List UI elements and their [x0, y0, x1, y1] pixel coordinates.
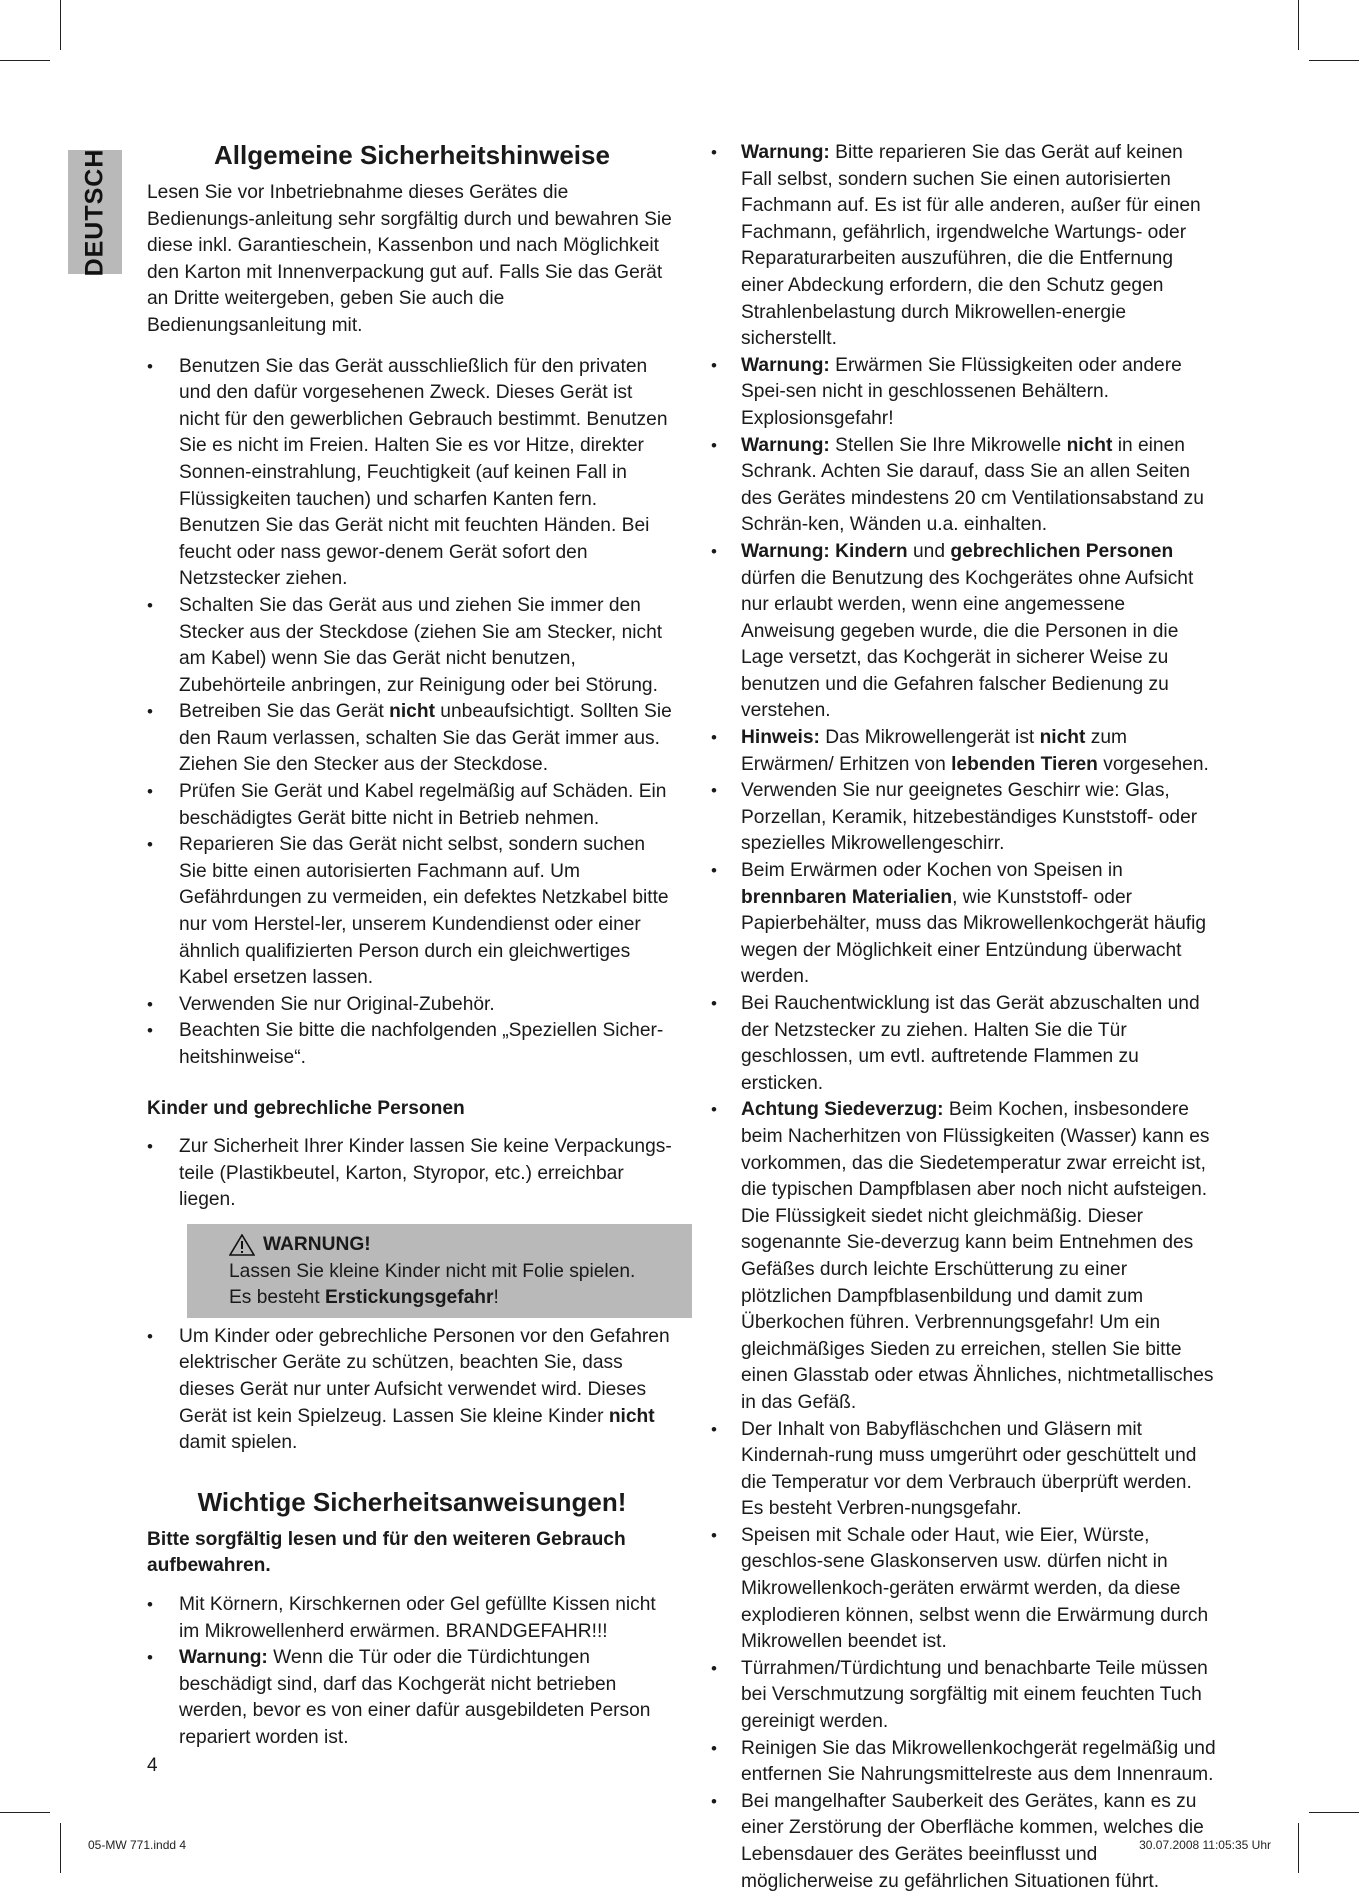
list-item: • Benutzen Sie das Gerät ausschließlich für den privaten und den dafür vorgesehenen Zweck. Dieses Gerät ist nicht für den gewerblichen Gebrauch bestimmt. Benutzen Sie es nicht im Freien. Halten Sie es vor Hitze, direkter Sonnen-einstrahlung, Feuchtigkeit (auf keinen Fall in Flüssigkeiten tauchen) und scharfen Kanten fern. Benutzen Sie das Gerät nicht mit feuchten Händen. Bei feucht oder nass gewor-denem Gerät sofort den Netzstecker ziehen. [147, 354, 677, 593]
list-item: • Warnung: Stellen Sie Ihre Mikrowelle nicht in einen Schrank. Achten Sie darauf, dass Sie an allen Seiten des Gerätes mindestens 20 cm Ventilationsabstand zu Schrän-ken, Wänden u.a. einhalten. [711, 433, 1217, 539]
important-safety-list [147, 1592, 677, 1752]
section-title-important-safety: Wichtige Sicherheitsanweisungen! [197, 1486, 627, 1517]
list-item: • Bei Rauchentwicklung ist das Gerät abzuschalten und der Netzstecker zu ziehen. Halten Sie die Tür geschlossen, um evtl. auftretende Flammen zu ersticken. [711, 991, 1217, 1097]
list-item: • Prüfen Sie Gerät und Kabel regelmäßig auf Schäden. Ein beschädigtes Gerät bitte nicht in Betrieb nehmen. [147, 779, 677, 832]
microwave-safety-list [711, 140, 1217, 1895]
list-item: • Verwenden Sie nur Original-Zubehör. [147, 992, 677, 1019]
intro-paragraph: Lesen Sie vor Inbetriebnahme dieses Gerätes die Bedienungs-anleitung sehr sorgfältig durch und bewahren Sie diese inkl. Garantieschein, Kassenbon und nach Möglichkeit den Karton mit Innenverpackung gut auf. Falls Sie das Gerät an Dritte weitergeben, geben Sie auch die Bedienungsanleitung mit. [147, 182, 672, 336]
crop-mark-top-right-v [1298, 0, 1299, 50]
language-tab-label: DEUTSCH [80, 148, 109, 276]
crop-mark-top-left-v [60, 0, 61, 50]
list-item: • Betreiben Sie das Gerät nicht unbeaufsichtigt. Sollten Sie den Raum verlassen, schalten Sie das Gerät immer aus. Ziehen Sie den Stecker aus der Steckdose. [147, 699, 677, 779]
list-item: • Warnung: Kindern und gebrechlichen Personen dürfen die Benutzung des Kochgerätes ohne Aufsicht nur erlaubt werden, wenn eine angemessene Anweisung gegeben wurde, die die Personen in die Lage versetzt, das Kochgerät in sicherer Weise zu benutzen und die Gefahren falscher Bedienung zu verstehen. [711, 539, 1217, 725]
list-item: • Der Inhalt von Babyfläschchen und Gläsern mit Kindernah-rung muss umgerührt oder geschüttelt und die Temperatur vor dem Verbrauch überprüft werden. Es besteht Verbren-nungsgefahr. [711, 1417, 1217, 1523]
warning-heading [229, 1232, 684, 1259]
list-item: • Reparieren Sie das Gerät nicht selbst, sondern suchen Sie bitte einen autorisierten Fachmann auf. Um Gefährdungen zu vermeiden, ein defektes Netzkabel bitte nur vom Herstel-ler, unserem Kundendienst oder einer ähnlich qualifizierten Person durch ein gleichwertiges Kabel ersetzen lassen. [147, 832, 677, 992]
footer-timestamp: 30.07.2008 11:05:35 Uhr [1139, 1838, 1271, 1852]
list-item: • Bei mangelhafter Sauberkeit des Gerätes, kann es zu einer Zerstörung der Oberfläche kommen, welches die Lebensdauer des Gerätes beeinflusst und möglicherweise zu gefährlichen Situationen führt. [711, 1789, 1217, 1895]
crop-mark-bottom-left-v [60, 1823, 61, 1873]
list-item: • Verwenden Sie nur geeignetes Geschirr wie: Glas, Porzellan, Keramik, hitzebeständiges Kunststoff- oder spezielles Mikrowellengeschirr. [711, 778, 1217, 858]
page-number: 4 [147, 1755, 158, 1776]
list-item: • Beachten Sie bitte die nachfolgenden „Speziellen Sicher-heitshinweise“. [147, 1018, 677, 1071]
warning-text-line2: Es besteht Erstickungsgefahr! [229, 1287, 499, 1309]
list-item: • Warnung: Wenn die Tür oder die Türdichtungen beschädigt sind, darf das Kochgerät nicht betrieben werden, bevor es von einer dafür ausgebildeten Person repariert worden ist. [147, 1645, 677, 1751]
list-item: • Mit Körnern, Kirschkernen oder Gel gefüllte Kissen nicht im Mikrowellenherd erwärmen. BRANDGEFAHR!!! [147, 1592, 677, 1645]
crop-mark-top-right-h [1309, 60, 1359, 61]
list-item: • Beim Erwärmen oder Kochen von Speisen in brennbaren Materialien, wie Kunststoff- oder Papierbehälter, muss das Mikrowellenkochgerät häufig wegen der Möglichkeit einer Entzündung überwacht werden. [711, 858, 1217, 991]
list-item: • Hinweis: Das Mikrowellengerät ist nicht zum Erwärmen/ Erhitzen von lebenden Tieren vorgesehen. [711, 725, 1217, 778]
crop-mark-bottom-right-h [1309, 1812, 1359, 1813]
important-safety-subtitle: Bitte sorgfältig lesen und für den weiteren Gebrauch aufbewahren. [147, 1528, 626, 1577]
list-item: • Reinigen Sie das Mikrowellenkochgerät regelmäßig und entfernen Sie Nahrungsmittelreste aus dem Innenraum. [711, 1736, 1217, 1789]
list-item: • Zur Sicherheit Ihrer Kinder lassen Sie keine Verpackungs-teile (Plastikbeutel, Karton, Styropor, etc.) erreichbar liegen. [147, 1134, 677, 1214]
children-list-2 [147, 1324, 677, 1457]
warning-title: WARNUNG! [263, 1233, 371, 1255]
list-item: • Türrahmen/Türdichtung und benachbarte Teile müssen bei Verschmutzung sorgfältig mit einem feuchten Tuch gereinigt werden. [711, 1656, 1217, 1736]
crop-mark-bottom-left-h [0, 1812, 50, 1813]
general-safety-list [147, 354, 677, 1072]
warning-text-line1: Lassen Sie kleine Kinder nicht mit Folie spielen. [229, 1260, 636, 1282]
footer-file-name: 05-MW 771.indd 4 [88, 1838, 187, 1852]
list-item: • Schalten Sie das Gerät aus und ziehen Sie immer den Stecker aus der Steckdose (ziehen Sie am Stecker, nicht am Kabel) wenn Sie das Gerät nicht benutzen, Zubehörteile anbringen, zur Reinigung oder bei Störung. [147, 593, 677, 699]
section-title-general-safety: Allgemeine Sicherheitshinweise [214, 140, 610, 170]
list-item: • Achtung Siedeverzug: Beim Kochen, insbesondere beim Nacherhitzen von Flüssigkeiten (Wasser) kann es vorkommen, das die Siedetemperatur zwar erreicht ist, die typischen Dampfblasen aber noch nicht aufsteigen. Die Flüssigkeit siedet nicht gleichmäßig. Dieser sogenannte Sie-deverzug kann beim Entnehmen des Gefäßes durch leichte Erschütterung zu einer plötzlichen Dampfblasenbildung und damit zum Überkochen führen. Verbrennungsgefahr! Um ein gleichmäßiges Sieden zu erreichen, stellen Sie bitte einen Glasstab oder etwas Ähnliches, nichtmetallisches in das Gefäß. [711, 1097, 1217, 1416]
list-item: • Warnung: Erwärmen Sie Flüssigkeiten oder andere Spei-sen nicht in geschlossenen Behältern. Explosionsgefahr! [711, 353, 1217, 433]
warning-box [187, 1224, 692, 1318]
language-tab [68, 150, 122, 274]
crop-mark-bottom-right-v [1298, 1823, 1299, 1873]
list-item: • Um Kinder oder gebrechliche Personen vor den Gefahren elektrischer Geräte zu schützen, beachten Sie, dass dieses Gerät nur unter Aufsicht verwendet wird. Dieses Gerät ist kein Spielzeug. Lassen Sie kleine Kinder nicht damit spielen. [147, 1324, 677, 1457]
right-column [711, 140, 1217, 1895]
warning-triangle-icon [229, 1234, 255, 1256]
list-item: • Warnung: Bitte reparieren Sie das Gerät auf keinen Fall selbst, sondern suchen Sie einen autorisierten Fachmann auf. Es ist für alle anderen, außer für einen Fachmann, gefährlich, irgendwelche Wartungs- oder Reparaturarbeiten auszuführen, die die Entfernung einer Abdeckung erfordern, die den Schutz gegen Strahlenbelastung durch Mikrowellen-energie sicherstellt. [711, 140, 1217, 353]
children-heading: Kinder und gebrechliche Personen [147, 1097, 465, 1119]
children-list [147, 1134, 677, 1214]
list-item: • Speisen mit Schale oder Haut, wie Eier, Würste, geschlos-sene Glaskonserven usw. dürfen nicht in Mikrowellenkoch-geräten erwärmt werden, da diese explodieren können, selbst wenn die Erwärmung durch Mikrowellen beendet ist. [711, 1523, 1217, 1656]
crop-mark-top-left-h [0, 60, 50, 61]
left-column [147, 138, 677, 1751]
